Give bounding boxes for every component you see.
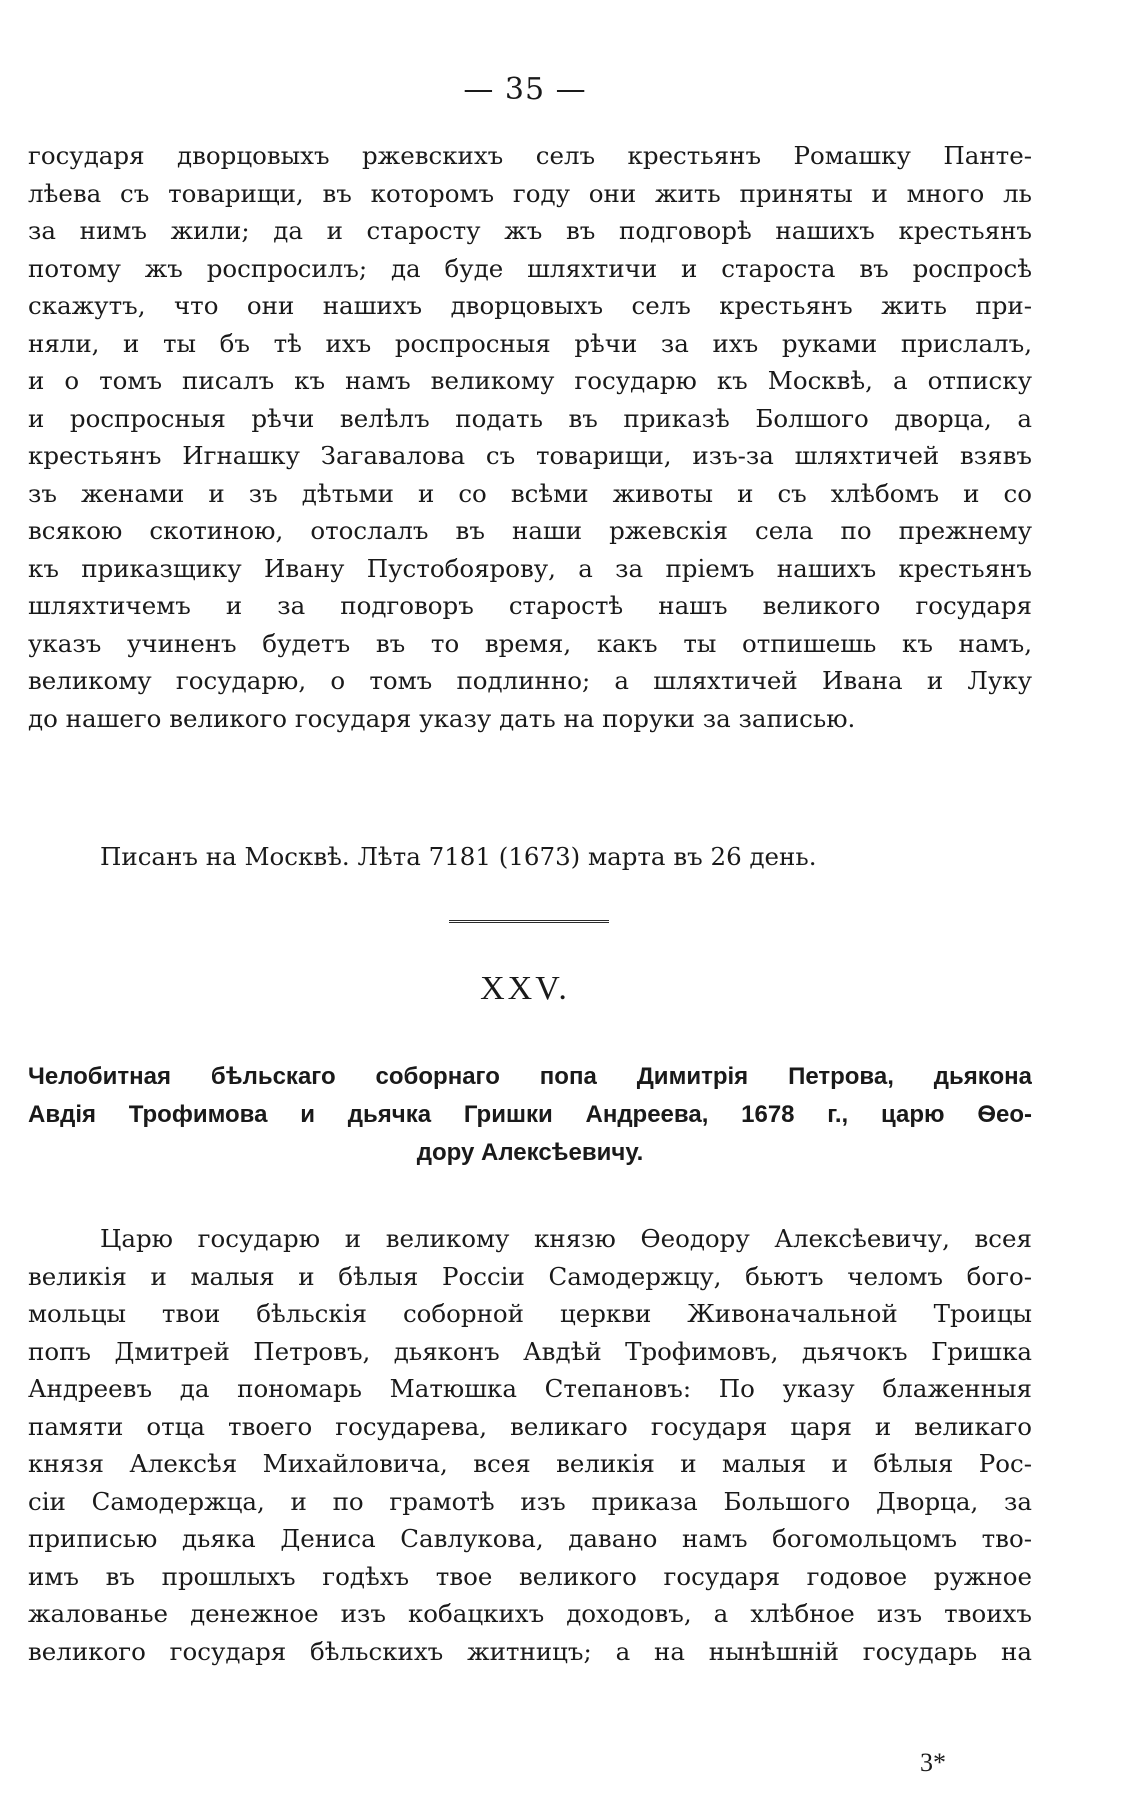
text-line: шляхтичемъ и за подговоръ старостѣ нашъ великого государя: [28, 591, 1032, 620]
text-line: до нашего великого государя указу дать на поруки за записью.: [28, 703, 856, 733]
text-line: скажутъ, что они нашихъ дворцовыхъ селъ крестьянъ жить при-: [28, 291, 1032, 320]
heading-line: Челобитная бѣльскаго соборнаго попа Димитрія Петрова, дьякона: [28, 1063, 1032, 1090]
section-number: XXV.: [480, 970, 570, 1007]
text-line: и роспросныя рѣчи велѣлъ подать въ приказѣ Болшого дворца, а: [28, 403, 1032, 433]
top-text-block: [28, 137, 1032, 737]
page-number: — 35 —: [463, 72, 587, 107]
text-line: великія и малыя и бѣлыя Россіи Самодержцу, бьютъ челомъ бого-: [28, 1261, 1032, 1291]
text-line: Андреевъ да пономарь Матюшка Степановъ: По указу блаженныя: [28, 1374, 1032, 1403]
text-line: государя дворцовыхъ ржевскихъ селъ крестьянъ Ромашку Панте-: [28, 141, 1032, 170]
text-line: памяти отца твоего государева, великаго государя царя и великаго: [28, 1411, 1032, 1441]
text-line: князя Алексѣя Михайловича, всея великія и малыя и бѣлыя Рос-: [28, 1449, 1032, 1478]
text-line: жалованье денежное изъ кобацкихъ доходовъ, а хлѣбное изъ твоихъ: [28, 1599, 1032, 1628]
text-line: мольцы твои бѣльскія соборной церкви Живоначальной Троицы: [28, 1299, 1032, 1328]
document-heading: [28, 1058, 1032, 1172]
text-line: къ приказщику Ивану Пустобоярову, а за пріемъ нашихъ крестьянъ: [28, 553, 1032, 583]
section-divider: [449, 920, 609, 923]
text-line: указъ учиненъ будетъ въ то время, какъ ты отпишешь къ намъ,: [28, 628, 1032, 658]
text-line: великому государю, о томъ подлинно; а шляхтичей Ивана и Луку: [28, 666, 1032, 695]
text-line: за нимъ жили; да и старосту жъ въ подговорѣ нашихъ крестьянъ: [28, 216, 1032, 245]
text-line: потому жъ роспросилъ; да буде шляхтичи и староста въ роспросѣ: [28, 253, 1032, 283]
text-line: зъ женами и зъ дѣтьми и со всѣми животы и съ хлѣбомъ и со: [28, 478, 1032, 508]
printer-signature-mark: 3*: [920, 1748, 946, 1777]
text-line: крестьянъ Игнашку Загавалова съ товарищи, изъ-за шляхтичей взявъ: [28, 441, 1032, 470]
text-line: сіи Самодержца, и по грамотѣ изъ приказа Большого Дворца, за: [28, 1486, 1032, 1516]
text-line: приписью дьяка Дениса Савлукова, давано намъ богомольцомъ тво-: [28, 1524, 1032, 1553]
text-line: великого государя бѣльскихъ житницъ; а на нынѣшній государь на: [28, 1636, 1032, 1666]
text-line: имъ въ прошлыхъ годѣхъ твое великого государя годовое ружное: [28, 1561, 1032, 1591]
heading-line: Авдія Трофимова и дьячка Гришки Андреева, 1678 г., царю Ѳео-: [28, 1101, 1032, 1128]
bottom-text-block: [28, 1220, 1032, 1670]
text-line: няли, и ты бъ тѣ ихъ роспросныя рѣчи за ихъ руками прислалъ,: [28, 328, 1032, 358]
date-line: Писанъ на Москвѣ. Лѣта 7181 (1673) марта въ 26 день.: [100, 842, 817, 871]
text-line: попъ Дмитрей Петровъ, дьяконъ Авдѣй Трофимовъ, дьячокъ Гришка: [28, 1336, 1032, 1366]
text-line: Царю государю и великому князю Ѳеодору Алексѣевичу, всея: [100, 1224, 1032, 1253]
heading-line: дору Алексѣевичу.: [416, 1139, 644, 1166]
text-line: лѣева съ товарищи, въ которомъ году они жить приняты и много ль: [28, 178, 1032, 208]
text-line: и о томъ писалъ къ намъ великому государю къ Москвѣ, а отписку: [28, 366, 1032, 395]
text-line: всякою скотиною, отослалъ въ наши ржевскія села по прежнему: [28, 516, 1032, 545]
